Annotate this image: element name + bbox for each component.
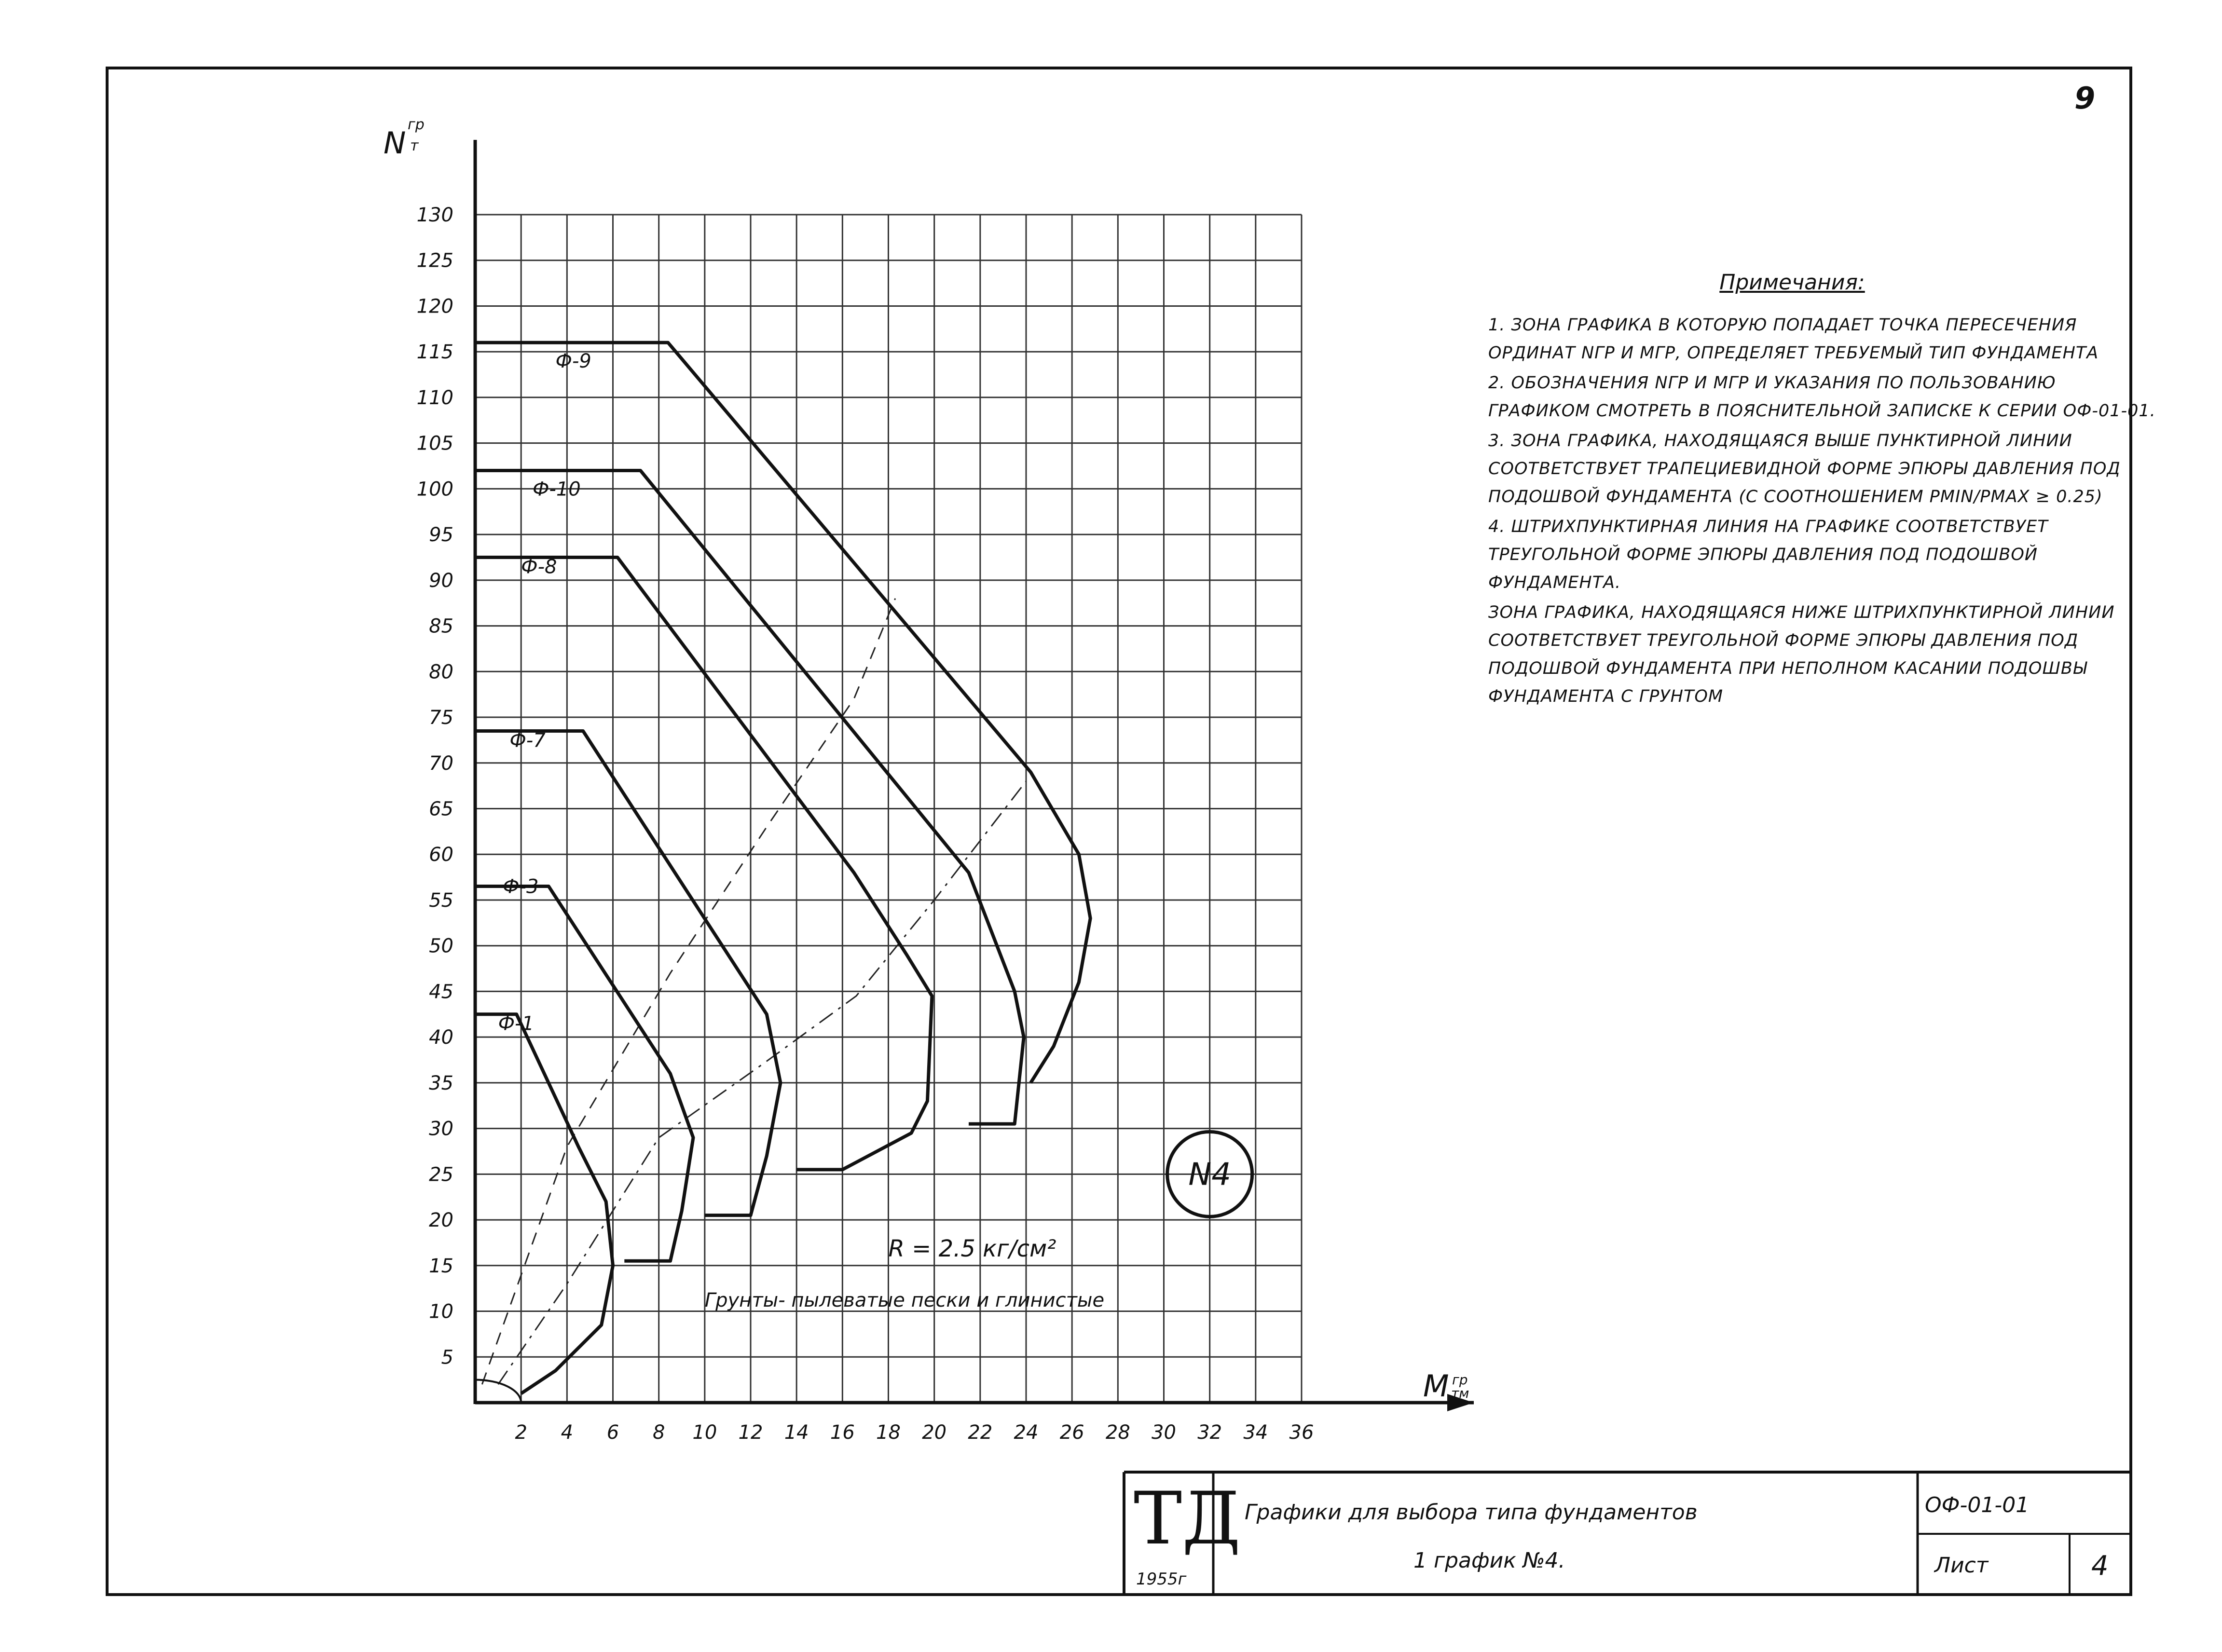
- y-tick-label-50: 50: [429, 935, 453, 957]
- x-tick-labels: [515, 1421, 1314, 1444]
- x-tick-label-24: 24: [1014, 1421, 1039, 1444]
- y-tick-label-20: 20: [429, 1209, 453, 1232]
- y-tick-label-60: 60: [429, 844, 453, 866]
- curve-Ф-10: [475, 471, 1024, 1124]
- y-tick-label-10: 10: [429, 1300, 453, 1323]
- y-tick-label-45: 45: [429, 981, 453, 1003]
- curve-Ф-3: [475, 887, 693, 1261]
- y-tick-label-100: 100: [416, 478, 453, 501]
- x-tick-label-18: 18: [876, 1421, 901, 1444]
- y-tick-label-35: 35: [429, 1072, 453, 1094]
- x-tick-label-12: 12: [738, 1421, 763, 1444]
- title-block-logo: ТД: [1134, 1477, 1241, 1561]
- y-tick-label-125: 125: [416, 249, 453, 272]
- n4-badge-label: N4: [1188, 1157, 1231, 1193]
- x-axis-title-sub: тм: [1451, 1385, 1469, 1401]
- x-tick-label-34: 34: [1243, 1421, 1268, 1444]
- curve-label-Ф-8: Ф-8: [521, 556, 557, 578]
- y-tick-label-130: 130: [416, 204, 453, 226]
- y-axis-title: [384, 116, 425, 161]
- chart-axes: [475, 140, 1474, 1411]
- y-tick-label-105: 105: [416, 432, 453, 455]
- y-axis-title-main: N: [384, 125, 406, 161]
- y-tick-label-65: 65: [429, 798, 453, 820]
- x-tick-label-2: 2: [515, 1421, 527, 1444]
- note-item-5: ЗОНА ГРАФИКА, НАХОДЯЩАЯСЯ НИЖЕ ШТРИХПУНКТИРНОЙ ЛИНИИ СООТВЕТСТВУЕТ ТРЕУГОЛЬНОЙ ФОРМЕ ЭПЮРЫ ДАВЛЕНИЯ ПОД ПОДОШВОЙ ФУНДАМЕНТА ПРИ НЕПОЛНОМ КАСАНИИ ПОДОШВЫ ФУНДАМЕНТА С ГРУНТОМ: [1488, 603, 2115, 706]
- x-tick-label-4: 4: [561, 1421, 574, 1444]
- title-block-title-1: Графики для выбора типа фундаментов: [1245, 1500, 1698, 1525]
- y-axis-title-sup: гр: [408, 116, 425, 133]
- x-tick-label-28: 28: [1105, 1421, 1130, 1444]
- y-tick-label-75: 75: [429, 707, 453, 729]
- title-block-sheet-number: 4: [2091, 1550, 2109, 1582]
- y-tick-labels: [417, 204, 453, 1368]
- note-item-2: 2. ОБОЗНАЧЕНИЯ NГР И MГР И УКАЗАНИЯ ПО ПОЛЬЗОВАНИЮ ГРАФИКОМ СМОТРЕТЬ В ПОЯСНИТЕЛЬНОЙ ЗАПИСКЕ К СЕРИИ ОФ-01-01.: [1488, 373, 2156, 421]
- x-tick-label-26: 26: [1059, 1421, 1084, 1444]
- y-tick-label-5: 5: [441, 1346, 453, 1369]
- title-block-code: ОФ-01-01: [1925, 1493, 2030, 1517]
- chart: [384, 116, 1474, 1444]
- note-item-1: 1. ЗОНА ГРАФИКА В КОТОРУЮ ПОПАДАЕТ ТОЧКА ПЕРЕСЕЧЕНИЯ ОРДИНАТ NГР И MГР, ОПРЕДЕЛЯЕТ ТРЕБУЕМЫЙ ТИП ФУНДАМЕНТА: [1488, 315, 2099, 363]
- x-tick-label-6: 6: [606, 1421, 619, 1444]
- curve-label-Ф-3: Ф-3: [503, 875, 539, 898]
- title-block-year: 1955г: [1136, 1570, 1187, 1589]
- y-tick-label-85: 85: [429, 615, 453, 638]
- y-tick-label-120: 120: [416, 295, 453, 318]
- chart-annotations: [705, 1132, 1252, 1311]
- curve-label-Ф-7: Ф-7: [509, 729, 546, 752]
- y-tick-label-15: 15: [429, 1255, 453, 1277]
- x-tick-label-16: 16: [830, 1421, 855, 1444]
- annotation-1: Грунты- пылеватые пески и глинистые: [704, 1289, 1105, 1312]
- note-item-4: 4. ШТРИХПУНКТИРНАЯ ЛИНИЯ НА ГРАФИКЕ СООТВЕТСТВУЕТ ТРЕУГОЛЬНОЙ ФОРМЕ ЭПЮРЫ ДАВЛЕНИЯ ПОД ПОДОШВОЙ ФУНДАМЕНТА.: [1488, 517, 2048, 592]
- curve-label-Ф-1: Ф-1: [498, 1012, 534, 1035]
- title-block-sheet-label: Лист: [1934, 1553, 1989, 1578]
- y-tick-label-55: 55: [429, 889, 453, 912]
- title-block-title-2: 1 график №4.: [1413, 1548, 1565, 1573]
- y-tick-label-90: 90: [429, 569, 453, 592]
- page-number: 9: [2074, 81, 2096, 116]
- x-tick-label-8: 8: [652, 1421, 665, 1444]
- annotation-0: R = 2.5 кг/см²: [888, 1235, 1056, 1262]
- x-axis-title-sup: гр: [1452, 1372, 1468, 1388]
- note-item-3: 3. ЗОНА ГРАФИКА, НАХОДЯЩАЯСЯ ВЫШЕ ПУНКТИРНОЙ ЛИНИИ СООТВЕТСТВУЕТ ТРАПЕЦИЕВИДНОЙ ФОРМЕ ЭПЮРЫ ДАВЛЕНИЯ ПОД ПОДОШВОЙ ФУНДАМЕНТА (С СООТНОШЕНИЕМ PMIN/PMAX ≥ 0.25): [1488, 431, 2121, 506]
- x-tick-label-30: 30: [1152, 1421, 1176, 1444]
- y-tick-label-115: 115: [416, 341, 453, 364]
- x-axis-title-main: M: [1423, 1368, 1449, 1404]
- y-tick-label-70: 70: [429, 752, 453, 775]
- y-tick-label-110: 110: [416, 386, 453, 409]
- y-tick-label-95: 95: [429, 524, 453, 546]
- x-tick-label-22: 22: [968, 1421, 993, 1444]
- x-tick-label-32: 32: [1197, 1421, 1222, 1444]
- y-tick-label-25: 25: [429, 1163, 453, 1186]
- chart-grid: [475, 215, 1302, 1403]
- x-tick-label-36: 36: [1289, 1421, 1314, 1444]
- y-tick-label-80: 80: [429, 661, 453, 683]
- notes-block: [1488, 270, 2164, 712]
- y-tick-label-30: 30: [429, 1118, 453, 1140]
- y-axis-title-sub: т: [410, 137, 419, 154]
- y-tick-label-40: 40: [429, 1026, 453, 1049]
- curve-label-Ф-9: Ф-9: [555, 350, 591, 373]
- x-tick-label-20: 20: [922, 1421, 947, 1444]
- curve-label-Ф-10: Ф-10: [532, 478, 581, 501]
- notes-title: Примечания:: [1719, 270, 1865, 295]
- x-tick-label-14: 14: [784, 1421, 809, 1444]
- x-tick-label-10: 10: [692, 1421, 717, 1444]
- curve-Ф-1: [475, 1014, 613, 1393]
- curve-Ф-8: [475, 558, 932, 1170]
- x-axis-title: [1423, 1368, 1469, 1404]
